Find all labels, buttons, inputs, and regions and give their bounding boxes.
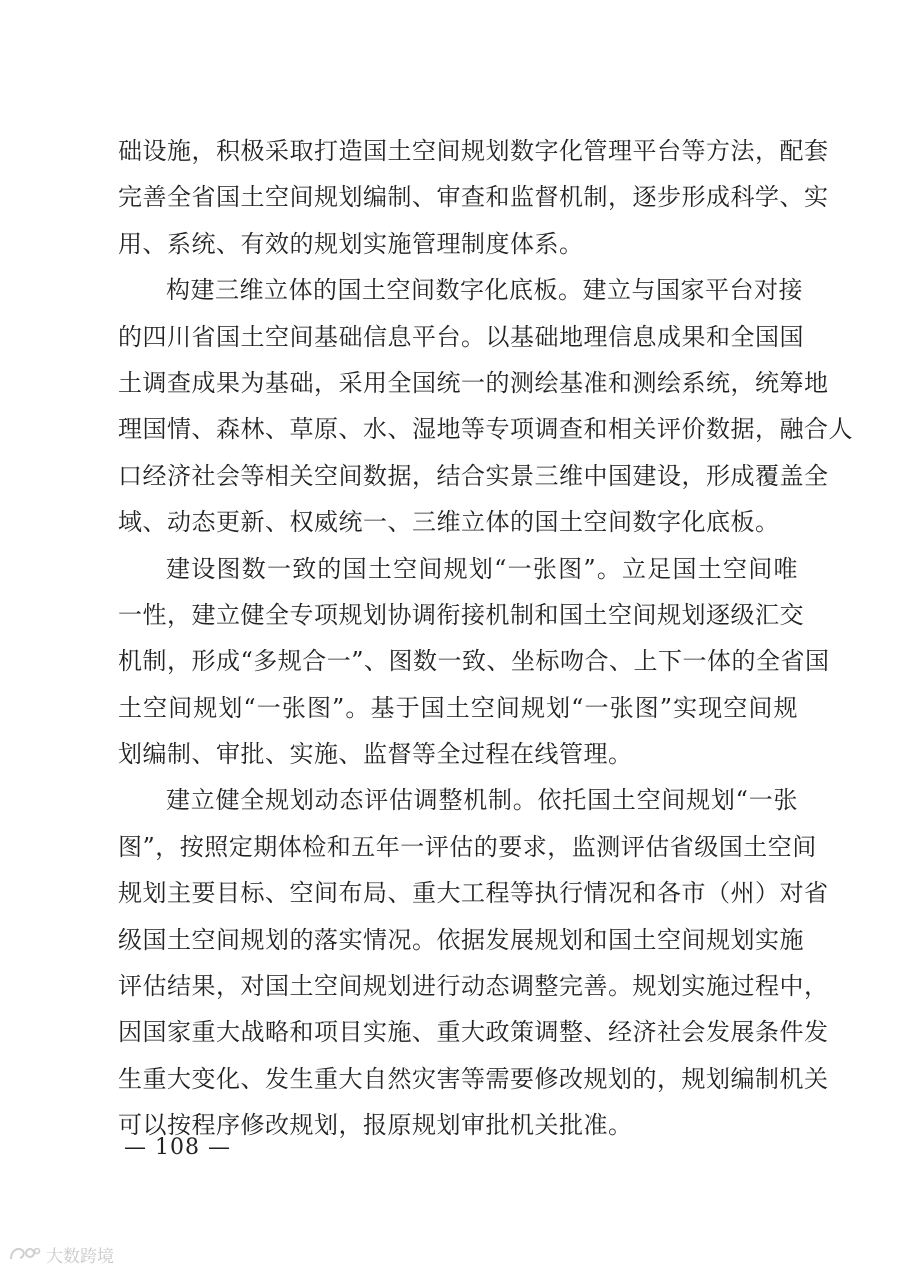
paragraph-first-line: 建设图数一致的国土空间规划“一张图”。立足国土空间唯 [166, 554, 798, 583]
text-line: 生重大变化、发生重大自然灾害等需要修改规划的，规划编制机关 [118, 1064, 829, 1093]
text-line: 土空间规划“一张图”。基于国土空间规划“一张图”实现空间规 [118, 693, 798, 722]
text-line: 域、动态更新、权威统一、三维立体的国土空间数字化底板。 [118, 508, 780, 537]
text-line: 完善全省国土空间规划编制、审查和监督机制，逐步形成科学、实 [118, 183, 829, 212]
watermark [8, 1240, 114, 1268]
text-line: 因国家重大战略和项目实施、重大政策调整、经济社会发展条件发 [118, 1018, 829, 1047]
text-line: 机制，形成“多规合一”、图数一致、坐标吻合、上下一体的全省国 [118, 647, 830, 676]
watermark-logo-icon [8, 1243, 42, 1265]
text-line: 础设施，积极采取打造国土空间规划数字化管理平台等方法，配套 [118, 137, 829, 165]
body-text [118, 128, 853, 1149]
paragraph-first-line: 构建三维立体的国土空间数字化底板。建立与国家平台对接 [166, 276, 803, 305]
paragraph-first-line: 建立健全规划动态评估调整机制。依托国土空间规划“一张 [166, 786, 798, 815]
text-line: 划编制、审批、实施、监督等全过程在线管理。 [118, 740, 633, 769]
text-line: 一性，建立健全专项规划协调衔接机制和国土空间规划逐级汇交 [118, 600, 804, 629]
watermark-text: 大数跨境 [46, 1246, 114, 1267]
page-number: — 108 — [124, 1135, 231, 1160]
text-line: 用、系统、有效的规划实施管理制度体系。 [118, 229, 584, 258]
text-line: 口经济社会等相关空间数据，结合实景三维中国建设，形成覆盖全 [118, 461, 829, 490]
text-line: 评估结果，对国土空间规划进行动态调整完善。规划实施过程中， [118, 972, 829, 1001]
text-line: 理国情、森林、草原、水、湿地等专项调查和相关评价数据，融合人 [118, 415, 853, 444]
text-line: 的四川省国土空间基础信息平台。以基础地理信息成果和全国国 [118, 322, 804, 351]
text-line: 可以按程序修改规划，报原规划审批机关批准。 [118, 1111, 633, 1140]
text-line: 规划主要目标、空间布局、重大工程等执行情况和各市（州）对省 [118, 879, 829, 908]
text-line: 图”，按照定期体检和五年一评估的要求，监测评估省级国土空间 [118, 832, 817, 861]
text-line: 级国土空间规划的落实情况。依据发展规划和国土空间规划实施 [118, 925, 804, 954]
text-line: 土调查成果为基础，采用全国统一的测绘基准和测绘系统，统筹地 [118, 368, 829, 397]
